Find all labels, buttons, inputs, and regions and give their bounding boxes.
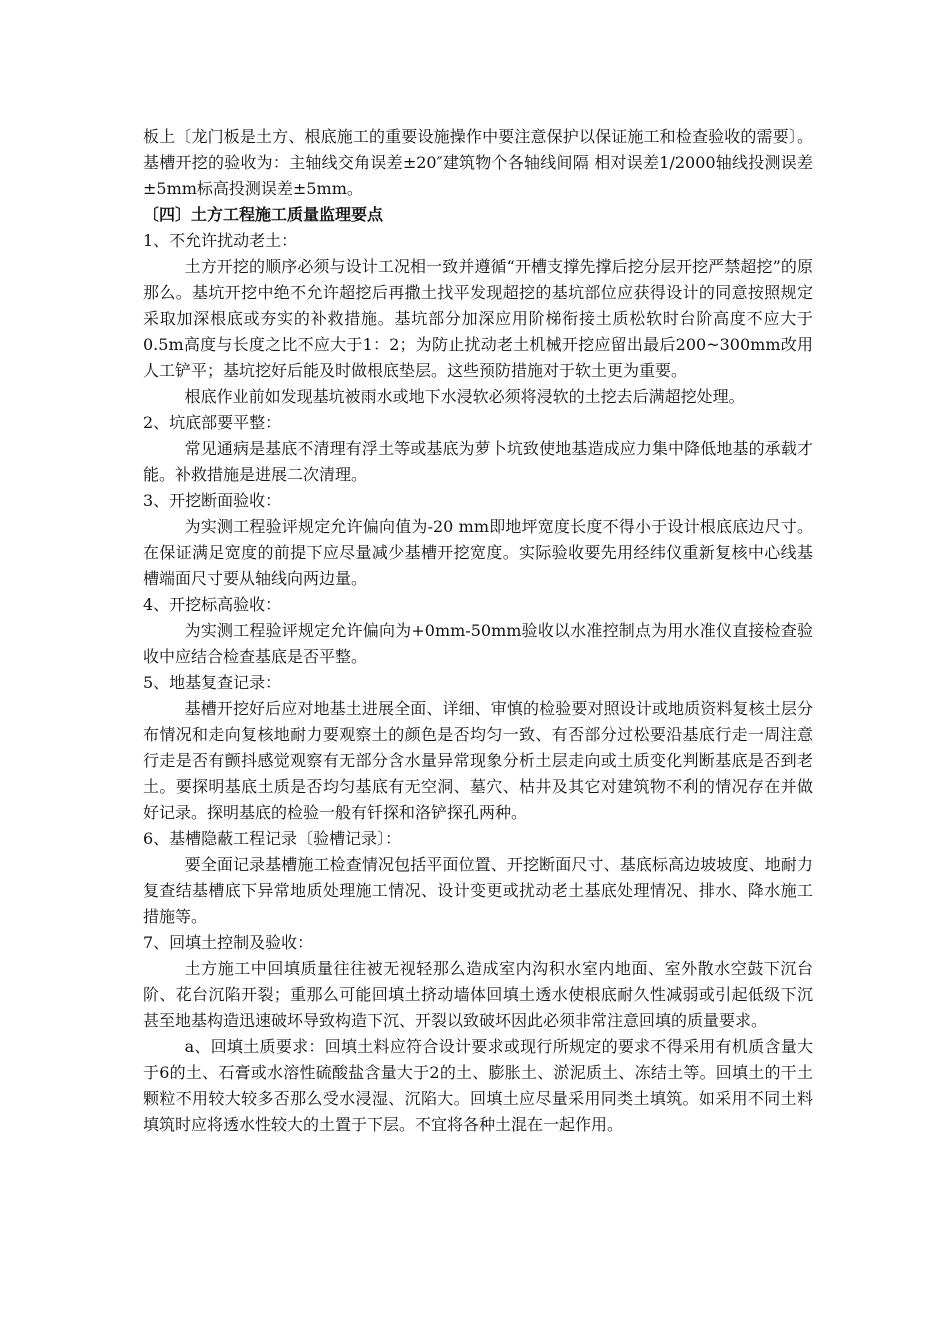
paragraph-body: 土方施工中回填质量往往被无视轻那么造成室内沟积水室内地面、室外散水空鼓下沉台阶、花台沉陷开裂；重那么可能回填土挤动墙体回填土透水使根底耐久性减弱或引起低级下沉甚至地基构造迅速破坏导致构造下沉、开裂以致破坏因此必须非常注意回填的质量要求。 — [143, 959, 813, 1030]
paragraph-body: 为实测工程验评规定允许偏向为+0mm-50mm验收以水准控制点为用水准仪直接检查验收中应结合检查基底是否平整。 — [143, 621, 813, 666]
list-item-heading: 3、开挖断面验收： — [143, 491, 282, 510]
paragraph-body: 根底作业前如发现基坑被雨水或地下水浸软必须将浸软的土挖去后满超挖处理。 — [184, 387, 745, 406]
paragraph-body: 板上〔龙门板是土方、根底施工的重要设施操作中要注意保护以保证施工和检查验收的需要〕。基槽开挖的验收为：主轴线交角误差±20″建筑物个各轴线间隔 相对误差1/2000轴线投测误差±5mm标高投测误差±5mm。 — [143, 127, 813, 198]
paragraph-body: 基槽开挖好后应对地基土进展全面、详细、审慎的检验要对照设计或地质资料复核土层分布情况和走向复核地耐力要观察土的颜色是否均匀一致、有否部分过松要沿基底行走一周注意行走是否有颤抖感觉观察有无部分含水量异常现象分析土层走向或土质变化判断基底是否到老土。要探明基底土质是否均匀基底有无空洞、墓穴、枯井及其它对建筑物不利的情况存在并做好记录。探明基底的检验一般有钎探和洛铲探孔两种。 — [143, 699, 813, 822]
document-page — [143, 124, 813, 1138]
list-item-heading: 4、开挖标高验收： — [143, 595, 282, 614]
list-item-heading: 7、回填土控制及验收： — [143, 933, 314, 952]
paragraph-body: a、回填土质要求：回填土料应符合设计要求或现行所规定的要求不得采用有机质含量大于6的土、石膏或水溶性硫酸盐含量大于2的土、膨胀土、淤泥质土、冻结土等。回填土的干土颗粒不用较大较多否那么受水浸湿、沉陷大。回填土应尽量采用同类土填筑。如采用不同土料填筑时应将透水性较大的土置于下层。不宜将各种土混在一起作用。 — [143, 1037, 813, 1134]
paragraph-body: 为实测工程验评规定允许偏向值为-20 mm即地坪宽度长度不得小于设计根底底边尺寸。在保证满足宽度的前提下应尽量减少基槽开挖宽度。实际验收要先用经纬仪重新复核中心线基槽端面尺寸要从轴线向两边量。 — [143, 517, 813, 588]
list-item-heading: 1、不允许扰动老土： — [143, 231, 298, 250]
paragraph-body: 土方开挖的顺序必须与设计工况相一致并遵循“开槽支撑先撑后挖分层开挖严禁超挖”的原那么。基坑开挖中绝不允许超挖后再撒土找平发现超挖的基坑部位应获得设计的同意按照规定采取加深根底或夯实的补救措施。基坑部分加深应用阶梯衔接土质松软时台阶高度不应大于0.5m高度与长度之比不应大于1：2；为防止扰动老土机械开挖应留出最后200~300mm改用人工铲平；基坑挖好后能及时做根底垫层。这些预防措施对于软土更为重要。 — [143, 257, 813, 380]
section-heading: 〔四〕土方工程施工质量监理要点 — [143, 205, 384, 224]
paragraph-body: 常见通病是基底不清理有浮土等或基底为萝卜坑致使地基造成应力集中降低地基的承载才能。补救措施是进展二次清理。 — [143, 439, 813, 484]
list-item-heading: 6、基槽隐蔽工程记录〔验槽记录〕： — [143, 829, 402, 848]
list-item-heading: 5、地基复查记录： — [143, 673, 282, 692]
list-item-heading: 2、坑底部要平整： — [143, 413, 282, 432]
paragraph-body: 要全面记录基槽施工检查情况包括平面位置、开挖断面尺寸、基底标高边坡坡度、地耐力复查结基槽底下异常地质处理施工情况、设计变更或扰动老土基底处理情况、排水、降水施工措施等。 — [143, 855, 813, 926]
